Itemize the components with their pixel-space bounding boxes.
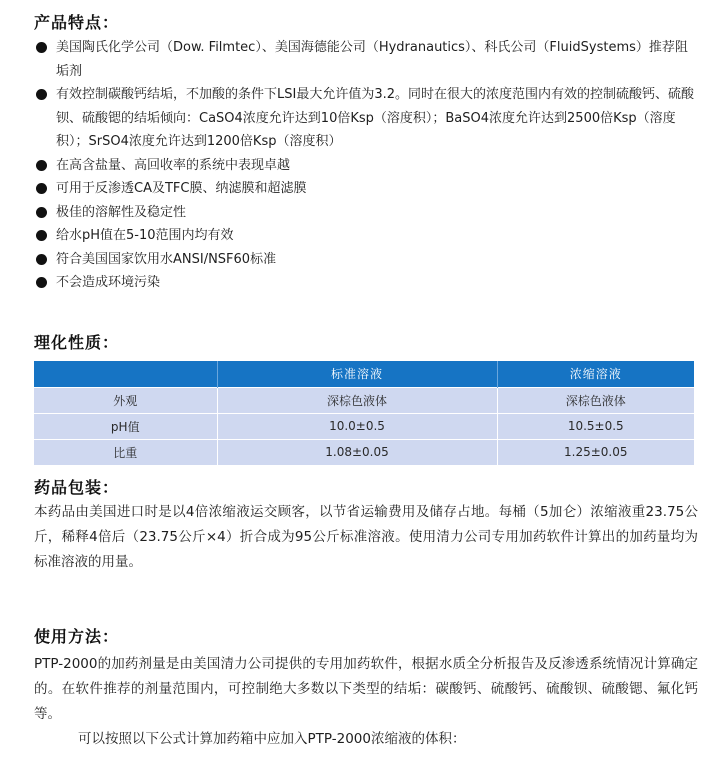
table-cell: 深棕色液体: [217, 387, 497, 413]
features-title: 产品特点：: [34, 13, 120, 32]
bullet-icon: [36, 277, 47, 288]
feature-item: 不会造成环境污染: [34, 271, 694, 295]
packaging-text: 本药品由美国进口时是以4倍浓缩液运交顾客，以节省运输费用及储存占地。每桶（5加仑）浓缩液重23.75公斤，稀释4倍后（23.75公斤×4）折合成为95公斤标准溶液。使用清力公司专用加药软件计算出的加药量均为标准溶液的用量。: [34, 504, 698, 570]
table-cell: 比重: [34, 439, 217, 465]
feature-item: 在高含盐量、高回收率的系统中表现卓越: [34, 154, 694, 178]
table-cell: 1.25±0.05: [497, 439, 694, 465]
properties-title: 理化性质：: [34, 333, 120, 352]
bullet-icon: [36, 207, 47, 218]
table-cell: 外观: [34, 387, 217, 413]
feature-item: 给水pH值在5-10范围内均有效: [34, 224, 694, 248]
table-header-cell: 浓缩溶液: [497, 361, 694, 387]
feature-item: 符合美国国家饮用水ANSI/NSF60标准: [34, 248, 694, 272]
table-header-row: [34, 361, 694, 387]
table-row: [34, 387, 694, 413]
bullet-icon: [36, 230, 47, 241]
properties-table: [34, 361, 694, 465]
table-cell: 深棕色液体: [497, 387, 694, 413]
feature-item: 可用于反渗透CA及TFC膜、纳滤膜和超滤膜: [34, 177, 694, 201]
table-header-cell: [34, 361, 217, 387]
bullet-icon: [36, 42, 47, 53]
formula-intro: 可以按照以下公式计算加药箱中应加入PTP-2000浓缩液的体积：: [78, 731, 466, 747]
bullet-icon: [36, 160, 47, 171]
bullet-icon: [36, 89, 47, 100]
feature-item: 极佳的溶解性及稳定性: [34, 201, 694, 225]
table-cell: pH值: [34, 413, 217, 439]
feature-item: 有效控制碳酸钙结垢，不加酸的条件下LSI最大允许值为3.2。同时在很大的浓度范围内有效的控制硫酸钙、硫酸钡、硫酸锶的结垢倾向：CaSO4浓度允许达到10倍Ksp（溶度积）；BaSO4浓度允许达到2500倍Ksp（溶度积）；SrSO4浓度允许达到1200倍Ksp（溶度积）: [34, 83, 694, 154]
table-cell: 1.08±0.05: [217, 439, 497, 465]
table-cell: 10.5±0.5: [497, 413, 694, 439]
bullet-icon: [36, 254, 47, 265]
table-row: [34, 413, 694, 439]
table-row: [34, 439, 694, 465]
packaging-title: 药品包装：: [34, 478, 120, 497]
table-cell: 10.0±0.5: [217, 413, 497, 439]
feature-item: 美国陶氏化学公司（Dow. Filmtec）、美国海德能公司（Hydranautics）、科氏公司（FluidSystems）推荐阻垢剂: [34, 36, 694, 83]
features-list: [34, 36, 694, 295]
table-header-cell: 标准溶液: [217, 361, 497, 387]
usage-title: 使用方法：: [34, 627, 120, 646]
usage-text: PTP-2000的加药剂量是由美国清力公司提供的专用加药软件，根据水质全分析报告及反渗透系统情况计算确定的。在软件推荐的剂量范围内，可控制绝大多数以下类型的结垢：碳酸钙、硫酸钙、硫酸钡、硫酸锶、氟化钙等。 可以按照以下公式计算加药箱中应加入PTP-2000浓缩液的体积：: [34, 652, 698, 752]
bullet-icon: [36, 183, 47, 194]
